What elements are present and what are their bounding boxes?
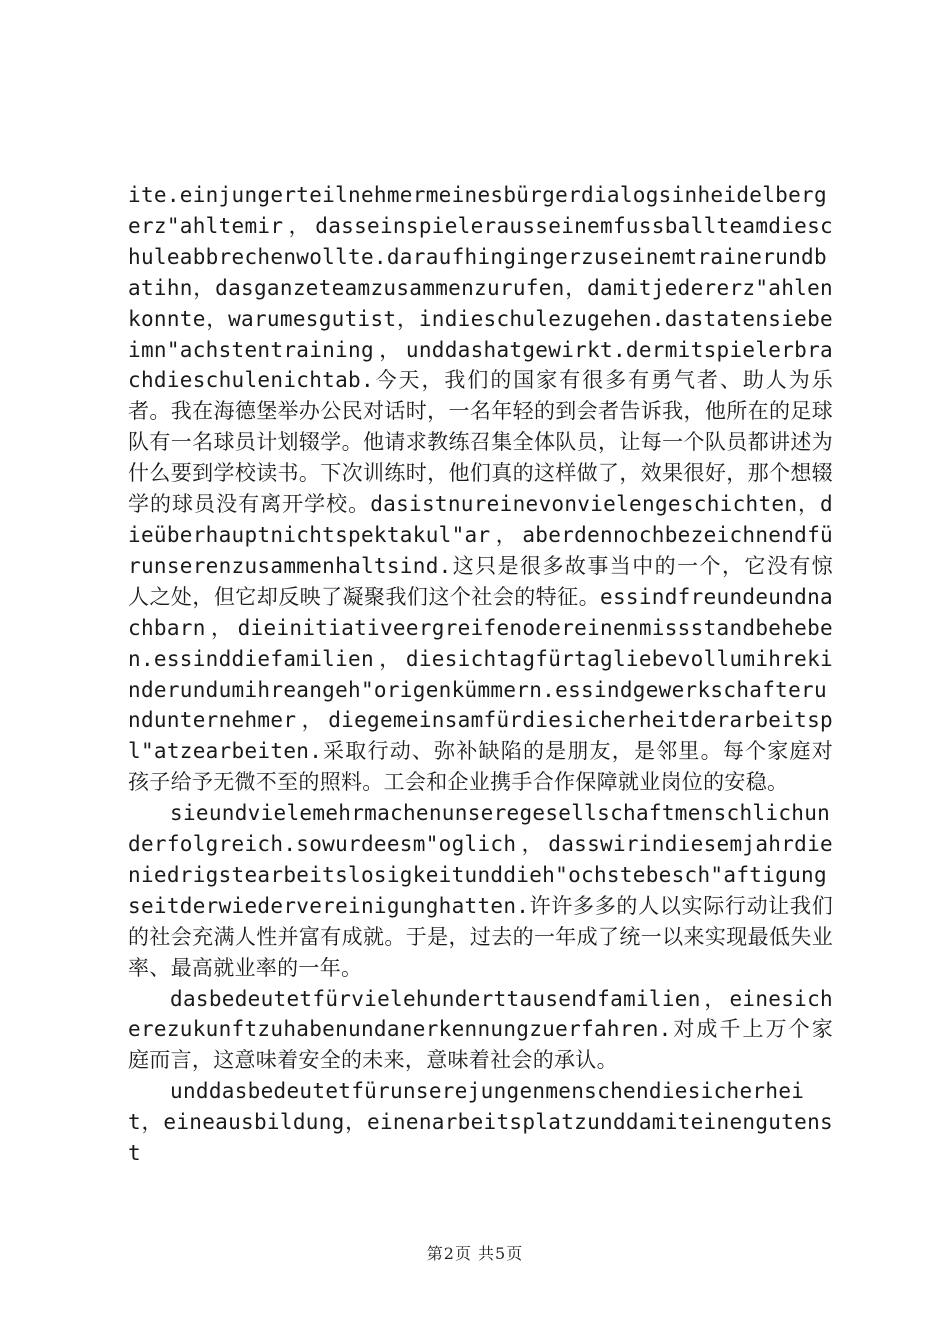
paragraph-2: sieundvielemehrmachenunseregesellschaftmenschlichunderfolgreich.sowurdeesm"oglich，dasswirindiesemjahrdieniedrigstearbeitslosigkeitunddieh"ochstebesch"aftigungseitderwiedervereinigunghatten.许许多多的人以实际行动让我们的社会充满人性并富有成就。于是，过去的一年成了统一以来实现最低失业率、最高就业率的一年。: [128, 801, 833, 980]
document-body: [128, 180, 833, 1169]
page-number-footer: 第2页 共5页: [426, 1244, 524, 1263]
paragraph-4: unddasbedeutetfürunserejungenmenschendiesicherheit，eineausbildung，einenarbeitsplatzunddamiteinengutenst: [128, 1079, 833, 1166]
paragraph-1: ite.einjungerteilnehmermeinesbürgerdialogsinheidelbergerz"ahltemir，dasseinspielerausseinemfussballteamdieschuleabbrechenwollte.daraufhingingerzuseinemtrainerundbatihn，dasganzeteamzusammenzurufen，damitjedererz"ahlenkonnte，warumesgutist，indieschulezugehen.dastatensiebeimn"achstentraining，unddashatgewirkt.dermitspielerbrachdieschulenichtab.今天，我们的国家有很多有勇气者、助人为乐者。我在海德堡举办公民对话时，一名年轻的到会者告诉我，他所在的足球队有一名球员计划辍学。他请求教练召集全体队员，让每一个队员都讲述为什么要到学校读书。下次训练时，他们真的这样做了，效果很好，那个想辍学的球员没有离开学校。dasistnureinevonvielengeschichten，dieüberhauptnichtspektakul"ar，aberdennochbezeichnendfürunserenzusammenhaltsind.这只是很多故事当中的一个，它没有惊人之处，但它却反映了凝聚我们这个社会的特征。essindfreundeundnachbarn，dieinitiativeergreifenodereinenmissstandbeheben.essinddiefamilien，diesichtagfürtagliebevollumihrekinderundumihreangeh"origenkümmern.essindgewerkschafterundunternehmer，diegemeinsamfürdiesicherheitderarbeitspl"atzearbeiten.采取行动、弥补缺陷的是朋友，是邻里。每个家庭对孩子给予无微不至的照料。工会和企业携手合作保障就业岗位的安稳。: [128, 183, 833, 795]
paragraph-3: dasbedeutetfürvielehunderttausendfamilien，einesicherezukunftzuhabenundanerkennungzuerfahren.对成千上万个家庭而言，这意味着安全的未来，意味着社会的承认。: [128, 986, 833, 1073]
